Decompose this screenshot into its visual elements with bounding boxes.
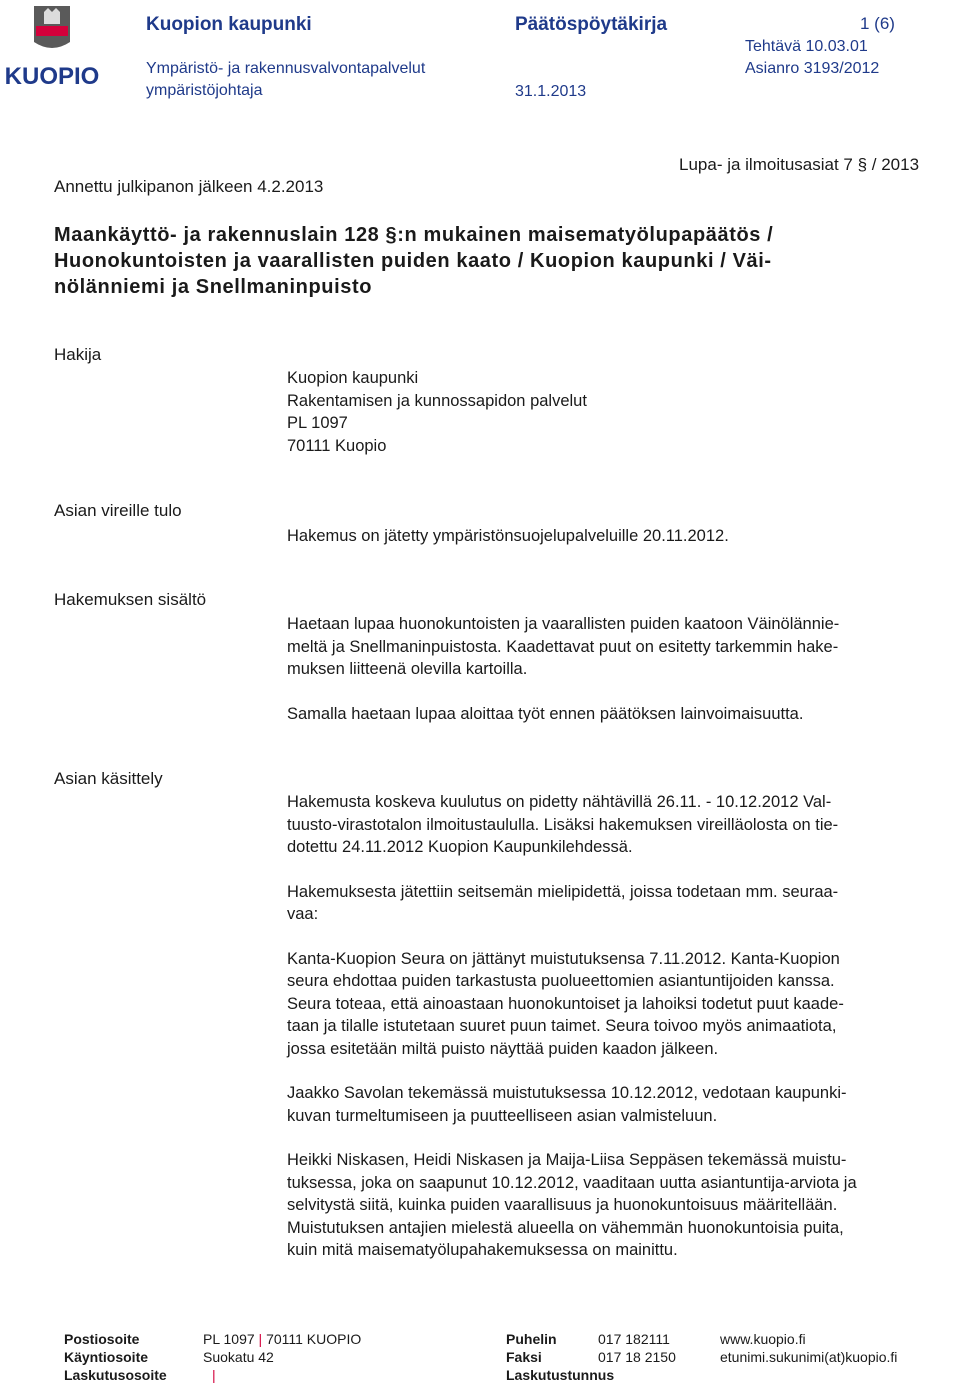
title-line: Huonokuntoisten ja vaarallisten puiden kaato / Kuopion kaupunki / Väi- <box>54 250 772 272</box>
text-line: Haetaan lupaa huonokuntoisten ja vaarallisten puiden kaatoon Väinölännie- <box>287 615 840 633</box>
footer-separator: | <box>212 1367 216 1383</box>
content-label: Hakemuksen sisältö <box>54 590 207 609</box>
processing-label: Asian käsittely <box>54 769 163 788</box>
content-block <box>287 613 957 747</box>
text-line: Heikki Niskasen, Heidi Niskasen ja Maija-Liisa Seppäsen tekemässä muistu- <box>287 1151 847 1169</box>
text-line: meltä ja Snellmaninpuistosta. Kaadettavat puut on esitetty tarkemmin hake- <box>287 637 839 656</box>
processing-paragraph <box>287 791 957 859</box>
text-line: Kanta-Kuopion Seura on jättänyt muistutuksensa 7.11.2012. Kanta-Kuopion <box>287 949 840 968</box>
text-line: tuksessa, joka on saapunut 10.12.2012, vaaditaan uutta asiantuntija-arviota ja <box>287 1173 857 1192</box>
applicant-line: Kuopion kaupunki <box>287 369 419 387</box>
processing-paragraph <box>287 1149 957 1262</box>
text-line: kuvan turmeltumiseen ja puutteelliseen asian valmisteluun. <box>287 1106 718 1125</box>
content-paragraph: Samalla haetaan lupaa aloittaa työt ennen päätöksen lainvoimaisuutta. <box>287 704 804 723</box>
text-line: taan ja tilalle istutetaan suuret puun taimet. Seura toivoo myös animaatiota, <box>287 1017 837 1035</box>
processing-paragraph <box>287 948 957 1061</box>
task-number: Tehtävä 10.03.01 <box>745 38 868 55</box>
footer-visit-value: Suokatu 42 <box>203 1349 274 1365</box>
footer-billing-label: Laskutusosoite <box>64 1367 167 1383</box>
footer-billing-id-label: Laskutustunnus <box>506 1367 615 1383</box>
text-line: selvitystä siitä, kuinka puiden vaarallisuus ja huonokuntoisuus määritellään. <box>287 1196 838 1214</box>
applicant-block <box>287 367 957 457</box>
footer-fax-value: 017 18 2150 <box>598 1349 676 1365</box>
section-reference: Lupa- ja ilmoitusasiat 7 § / 2013 <box>679 155 920 174</box>
page-footer <box>0 1328 960 1385</box>
footer-phone-label: Puhelin <box>506 1331 557 1347</box>
footer-separator: | <box>258 1331 263 1347</box>
department: Ympäristö- ja rakennusvalvontapalvelut <box>146 60 426 77</box>
published-note: Annettu julkipanon jälkeen 4.2.2013 <box>54 177 324 196</box>
initiation-text: Hakemus on jätetty ympäristönsuojelupalveluille 20.11.2012. <box>287 527 729 545</box>
footer-fax-label: Faksi <box>506 1349 542 1365</box>
document-title <box>54 222 934 300</box>
title-line: Maankäyttö- ja rakennuslain 128 §:n mukainen maisematyölupapäätös / <box>54 224 774 246</box>
text-line: Muistutuksen antajien mielestä alueella on vähemmän huonokuntoisia puita, <box>287 1218 844 1237</box>
document-type: Päätöspöytäkirja <box>515 14 668 35</box>
footer-website-link[interactable]: www.kuopio.fi <box>720 1331 806 1347</box>
processing-block <box>287 791 957 1284</box>
text-line: tuusto-virastotalon ilmoitustaululla. Lisäksi hakemuksen vireilläolosta on tie- <box>287 815 839 834</box>
footer-visit-label: Käyntiosoite <box>64 1349 149 1365</box>
processing-paragraph <box>287 1082 957 1127</box>
footer-email: etunimi.sukunimi(at)kuopio.fi <box>720 1349 898 1365</box>
applicant-line: Rakentamisen ja kunnossapidon palvelut <box>287 391 587 410</box>
text-line: seura ehdottaa puiden tarkastusta puolueettomien asiantuntijoiden kanssa. <box>287 972 835 990</box>
footer-phone-value: 017 182111 <box>598 1331 670 1347</box>
text-line: Hakemuksesta jätettiin seitsemän mielipidettä, joissa todetaan mm. seuraa- <box>287 882 839 901</box>
org-name: Kuopion kaupunki <box>146 14 312 35</box>
initiation-label: Asian vireille tulo <box>54 501 182 520</box>
footer-postal-box: PL 1097 <box>203 1331 255 1347</box>
page-number: 1 (6) <box>860 14 895 33</box>
footer-postal-city: 70111 KUOPIO <box>266 1331 362 1347</box>
text-line: dotettu 24.11.2012 Kuopion Kaupunkilehdessä. <box>287 838 633 856</box>
processing-paragraph <box>287 881 957 926</box>
kuopio-logo <box>4 4 100 96</box>
title-line: nölänniemi ja Snellmaninpuisto <box>54 276 373 298</box>
text-line: muksen liitteenä olevilla kartoilla. <box>287 660 528 678</box>
applicant-label: Hakija <box>54 345 102 364</box>
text-line: Seura toteaa, että ainoastaan huonokuntoiset ja lahoiksi todetut puut kaade- <box>287 994 844 1013</box>
document-date: 31.1.2013 <box>515 83 587 100</box>
content-paragraph <box>287 613 957 681</box>
applicant-line: PL 1097 <box>287 414 348 432</box>
applicant-line: 70111 Kuopio <box>287 436 387 455</box>
role: ympäristöjohtaja <box>146 82 263 99</box>
logo-text: KUOPIO <box>4 63 100 90</box>
text-line: Jaakko Savolan tekemässä muistutuksessa 10.12.2012, vedotaan kaupunki- <box>287 1084 847 1102</box>
text-line: Hakemusta koskeva kuulutus on pidetty nähtävillä 26.11. - 10.12.2012 Val- <box>287 793 832 811</box>
footer-postal-value <box>203 1330 361 1348</box>
case-number: Asianro 3193/2012 <box>745 60 880 77</box>
text-line: jossa esitetään miltä puisto näyttää puiden kaadon jälkeen. <box>287 1039 719 1058</box>
text-line: vaa: <box>287 905 319 923</box>
footer-postal-label: Postiosoite <box>64 1331 140 1347</box>
text-line: kuin mitä maisematyölupahakemuksessa on mainittu. <box>287 1241 678 1259</box>
